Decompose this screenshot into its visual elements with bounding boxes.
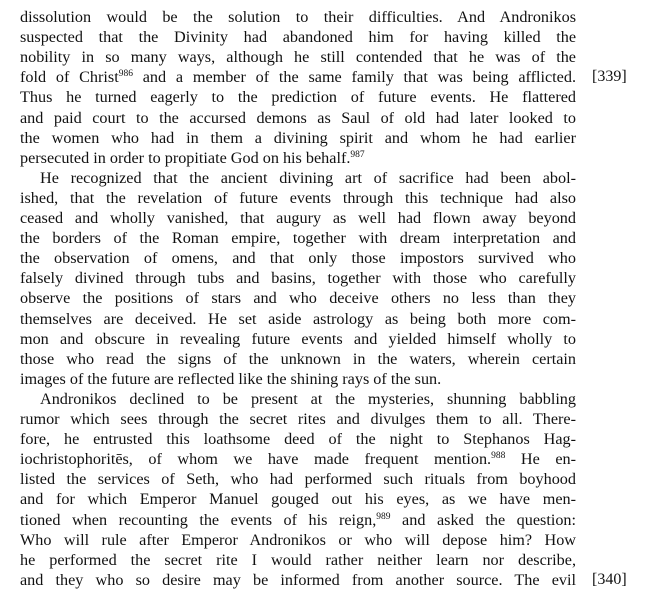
text-run: iochristophoritēs, of whom we have made frequent mention. [20, 450, 492, 469]
text-line [20, 449, 576, 469]
text-line [20, 268, 576, 288]
text-line [20, 47, 576, 67]
text-run: observe the positions of stars and who deceive others no less than they [20, 289, 576, 308]
text-line [20, 550, 576, 570]
text-run: and asked the question: [390, 510, 577, 529]
text-line [20, 349, 576, 369]
text-line [20, 309, 576, 329]
text-line [20, 208, 576, 228]
text-run: He en- [505, 450, 576, 469]
text-line [20, 369, 576, 389]
text-line [20, 67, 576, 87]
text-run: Thus he turned eagerly to the prediction of future events. He flattered [20, 88, 576, 107]
text-run: persecuted in order to propitiate God on his behalf. [20, 148, 351, 167]
text-run: the borders of the Roman empire, together with dream interpretation and [20, 229, 576, 248]
text-run: fore, he entrusted this loathsome deed of the night to Stephanos Hag- [20, 430, 576, 449]
text-run: and they who so desire may be informed from another source. The evil [20, 570, 576, 589]
footnote-marker[interactable]: 988 [491, 451, 506, 462]
text-line [20, 108, 576, 128]
text-run: themselves are deceived. He set aside astrology as being both more com- [20, 309, 576, 328]
margin-page-reference: [340] [592, 570, 627, 588]
text-run: listed the services of Seth, who had performed such rituals from boyhood [20, 470, 576, 489]
text-run: mon and obscure in revealing future events and yielded himself wholly to [20, 329, 576, 348]
text-run: the women who had in them a divining spirit and whom he had earlier [20, 128, 576, 147]
text-run: the observation of omens, and that only those impostors survived who [20, 249, 576, 268]
text-run: suspected that the Divinity had abandoned him for having killed the [20, 28, 576, 47]
text-line [20, 409, 576, 429]
text-line [20, 248, 576, 268]
text-run: he performed the secret rite I would rather neither learn nor describe, [20, 550, 576, 569]
text-run: images of the future are reflected like the shining rays of the sun. [20, 369, 442, 388]
text-run: dissolution would be the solution to their difficulties. And Andronikos [20, 8, 576, 26]
text-run: ceased and wholly vanished, that augury as well had flown away beyond [20, 209, 576, 227]
text-line [20, 429, 576, 449]
text-line [20, 510, 576, 530]
text-run: those who read the signs of the unknown in the waters, wherein certain [20, 349, 576, 368]
text-run: falsely divined through tubs and basins, together with those who carefully [20, 269, 576, 288]
text-run: fold of Christ [20, 68, 119, 87]
text-line [20, 329, 576, 349]
text-line [20, 570, 576, 590]
footnote-marker[interactable]: 987 [350, 149, 365, 160]
text-run: and a member of the same family that was being afflicted. [132, 68, 576, 87]
text-line [40, 389, 576, 409]
text-line [20, 27, 576, 47]
text-run: and for which Emperor Manuel gouged out his eyes, as we have men- [20, 490, 576, 509]
text-line [20, 188, 576, 208]
footnote-marker[interactable]: 989 [376, 511, 391, 522]
text-run: tioned when recounting the events of his reign, [20, 510, 377, 529]
text-line [20, 469, 576, 489]
margin-page-reference: [339] [592, 68, 627, 86]
text-run: Andronikos declined to be present at the mysteries, shunning babbling [40, 389, 576, 408]
text-run: Who will rule after Emperor Andronikos or who will depose him? How [20, 530, 576, 549]
text-run: and paid court to the accursed demons as Saul of old had later looked to [20, 108, 576, 127]
text-line [20, 530, 576, 550]
text-line [20, 7, 576, 27]
text-run: nobility in so many ways, although he still contended that he was of the [20, 48, 576, 67]
text-line [20, 489, 576, 509]
text-line [20, 148, 576, 168]
text-run: rumor which sees through the secret rites and divulges them to all. There- [20, 410, 576, 428]
text-line [20, 288, 576, 308]
text-line [20, 128, 576, 148]
text-line [20, 87, 576, 107]
text-run: ished, that the revelation of future events through this technique had also [20, 188, 576, 207]
text-run: He recognized that the ancient divining art of sacrifice had been abol- [40, 168, 576, 187]
text-line [20, 228, 576, 248]
footnote-marker[interactable]: 986 [118, 69, 133, 80]
text-line [40, 168, 576, 188]
